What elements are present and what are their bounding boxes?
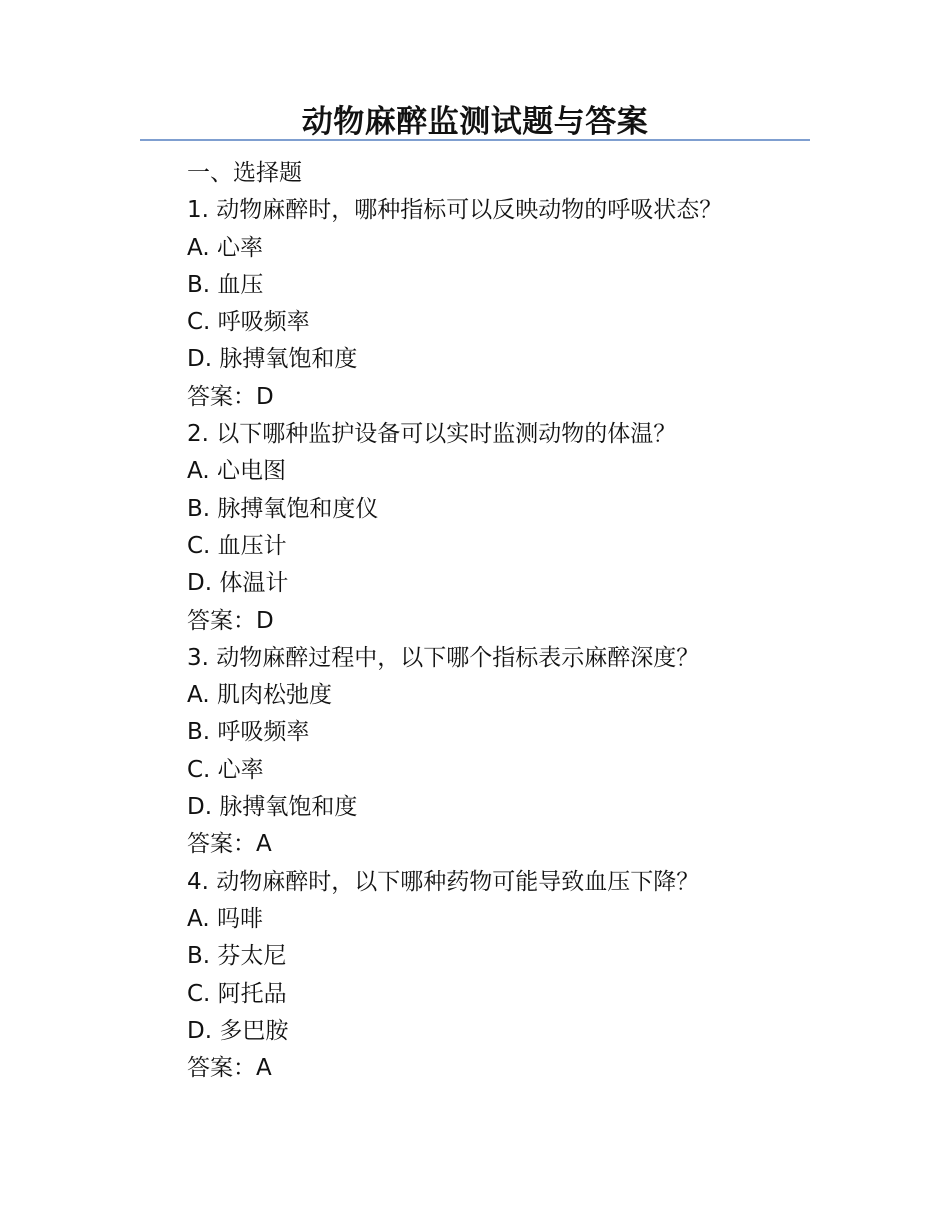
- option-c: C. 阿托品: [187, 980, 287, 1007]
- option-d: D. 脉搏氧饱和度: [187, 794, 358, 821]
- option-list: [187, 901, 827, 1050]
- question-text: 2. 以下哪种监护设备可以实时监测动物的体温？: [187, 421, 677, 448]
- question-block-1: [187, 192, 827, 416]
- question-block-3: [187, 640, 827, 864]
- option-c: C. 呼吸频率: [187, 309, 310, 336]
- title-underline: [140, 139, 810, 141]
- option-a: A. 心电图: [187, 458, 286, 485]
- option-d: D. 体温计: [187, 570, 289, 597]
- answer-line: 答案：D: [187, 607, 274, 634]
- option-d: D. 脉搏氧饱和度: [187, 346, 358, 373]
- option-list: [187, 453, 827, 602]
- question-text: 4. 动物麻醉时，以下哪种药物可能导致血压下降？: [187, 868, 700, 895]
- section-heading: 一、选择题: [187, 160, 302, 186]
- question-block-4: [187, 864, 827, 1088]
- option-a: A. 心率: [187, 234, 263, 261]
- option-b: B. 呼吸频率: [187, 719, 310, 746]
- option-list: [187, 230, 827, 379]
- document-body: [187, 155, 827, 1087]
- option-b: B. 脉搏氧饱和度仪: [187, 495, 379, 522]
- page-title: 动物麻醉监测试题与答案: [301, 104, 649, 140]
- option-b: B. 芬太尼: [187, 943, 287, 970]
- answer-line: 答案：D: [187, 383, 274, 410]
- option-a: A. 肌肉松弛度: [187, 682, 332, 709]
- answer-line: 答案：A: [187, 1055, 272, 1082]
- option-c: C. 血压计: [187, 532, 287, 559]
- option-c: C. 心率: [187, 756, 264, 783]
- option-a: A. 吗啡: [187, 905, 263, 932]
- option-list: [187, 677, 827, 826]
- question-text: 1. 动物麻醉时，哪种指标可以反映动物的呼吸状态？: [187, 197, 723, 224]
- answer-line: 答案：A: [187, 831, 272, 858]
- option-b: B. 血压: [187, 271, 264, 298]
- option-d: D. 多巴胺: [187, 1017, 289, 1044]
- question-text: 3. 动物麻醉过程中，以下哪个指标表示麻醉深度？: [187, 644, 700, 671]
- question-block-2: [187, 416, 827, 640]
